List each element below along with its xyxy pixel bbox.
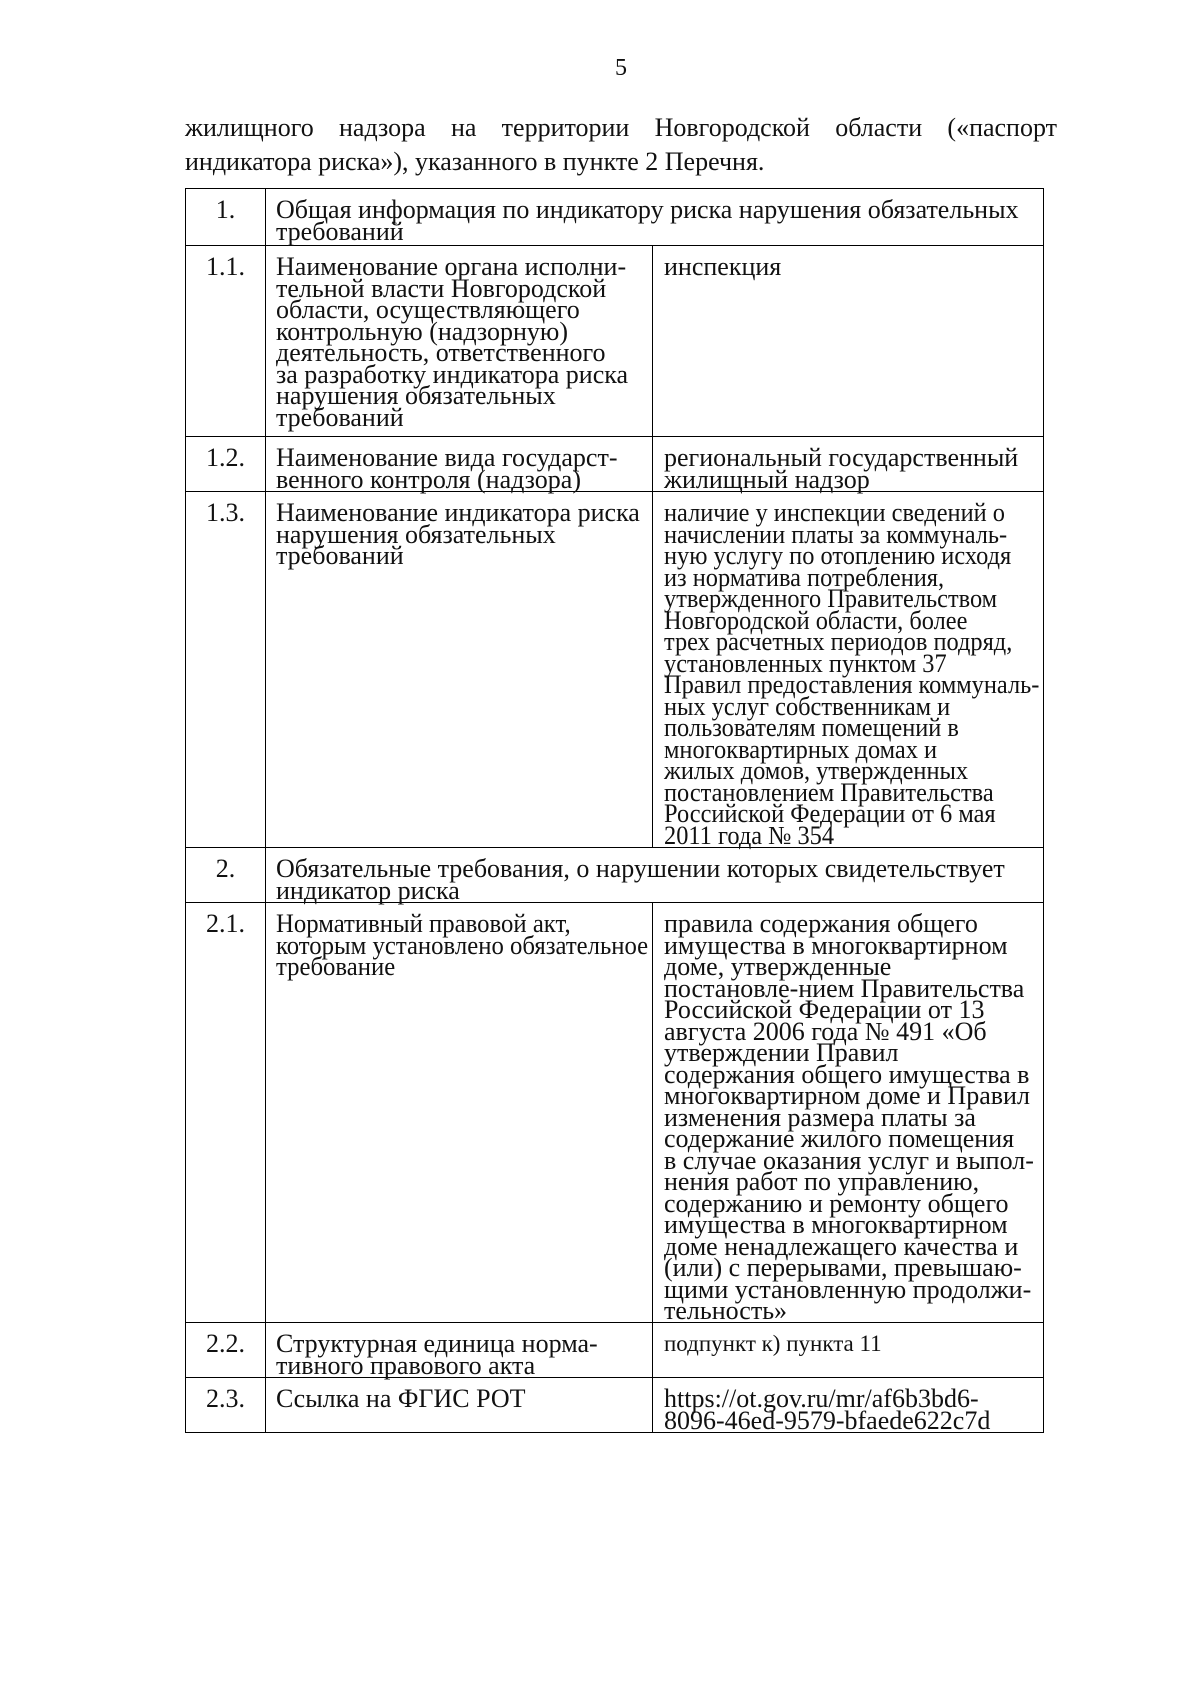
field-label-cell (266, 903, 653, 1323)
section-title: Общая информация по индикатору риска нарушения обязательных требований (276, 195, 1019, 246)
field-label: Наименование вида государст- венного контроля (надзора) (276, 443, 618, 494)
table-row (186, 1378, 1044, 1433)
table-row (186, 903, 1044, 1323)
section-title-cell (266, 848, 1044, 903)
page-number: 5 (615, 55, 627, 81)
field-value-cell (653, 1323, 1044, 1378)
field-value: инспекция (664, 252, 782, 281)
row-number: 2.1. (186, 903, 266, 1323)
table-section-row (186, 848, 1044, 903)
field-value-cell (653, 903, 1044, 1323)
intro-paragraph (185, 111, 1057, 179)
field-value-cell (653, 1378, 1044, 1433)
field-label-cell (266, 246, 653, 437)
row-number: 2. (186, 848, 266, 903)
field-label-cell (266, 492, 653, 848)
intro-line: жилищного надзора на территории Новгородской области («паспорт (185, 113, 1057, 142)
field-value: региональный государственный жилищный надзор (664, 443, 1019, 494)
row-number: 1. (186, 189, 266, 246)
field-value: подпункт к) пункта 11 (664, 1331, 882, 1356)
field-label: Ссылка на ФГИС РОТ (276, 1384, 526, 1413)
table-section-row (186, 189, 1044, 246)
section-title-cell (266, 189, 1044, 246)
table-row (186, 437, 1044, 492)
field-value: правила содержания общего имущества в многоквартирном доме, утвержденные постановле-нием Правительства Российской Федерации от 13 августа 2006 года № 491 «Об утверждении Правил содержания общего имущества в многоквартирном доме и Правил изменения размера платы за содержание жилого помещения в случае оказания услуг и выпол- нения работ по управлению, содержанию и ремонту общего имущества в многоквартирном доме ненадлежащего качества и (или) с перерывами, превышаю- щими установленную продолжи- тельность» (664, 909, 1034, 1325)
intro-line: индикатора риска»), указанного в пункте 2 Перечня. (185, 147, 765, 176)
table-row (186, 492, 1044, 848)
field-label: Наименование органа исполни- тельной власти Новгородской области, осуществляющего контрольную (надзорную) деятельность, ответственного за разработку индикатора риска нарушения обязательных требований (276, 252, 629, 432)
row-number: 1.1. (186, 246, 266, 437)
field-label-cell (266, 1323, 653, 1378)
row-number: 1.3. (186, 492, 266, 848)
row-number: 2.3. (186, 1378, 266, 1433)
field-label: Структурная единица норма- тивного правового акта (276, 1329, 598, 1380)
field-label-cell (266, 437, 653, 492)
field-value-cell (653, 492, 1044, 848)
reference-url: https://ot.gov.ru/mr/af6b3bd6- 8096-46ed-9579-bfaede622c7d (664, 1384, 991, 1435)
table-row (186, 246, 1044, 437)
row-number: 2.2. (186, 1323, 266, 1378)
field-label-cell (266, 1378, 653, 1433)
field-value-cell (653, 437, 1044, 492)
field-label: Нормативный правовой акт, которым установлено обязательное требование (276, 909, 649, 981)
table-row (186, 1323, 1044, 1378)
field-value: наличие у инспекции сведений о начислении платы за коммуналь- ную услугу по отоплению исходя из норматива потребления, утвержденного Правительством Новгородской области, более трех расчетных периодов подряд, установленных пунктом 37 Правил предоставления коммуналь- ных услуг собственникам и пользователям помещений в многоквартирных домах и жилых домов, утвержденных постановлением Правительства Российской Федерации от 6 мая 2011 года № 354 (664, 498, 1040, 850)
field-label: Наименование индикатора риска нарушения обязательных требований (276, 498, 640, 570)
section-title: Обязательные требования, о нарушении которых свидетельствует индикатор риска (276, 854, 1005, 905)
row-number: 1.2. (186, 437, 266, 492)
field-value-cell (653, 246, 1044, 437)
risk-indicator-passport-table (185, 188, 1044, 1433)
